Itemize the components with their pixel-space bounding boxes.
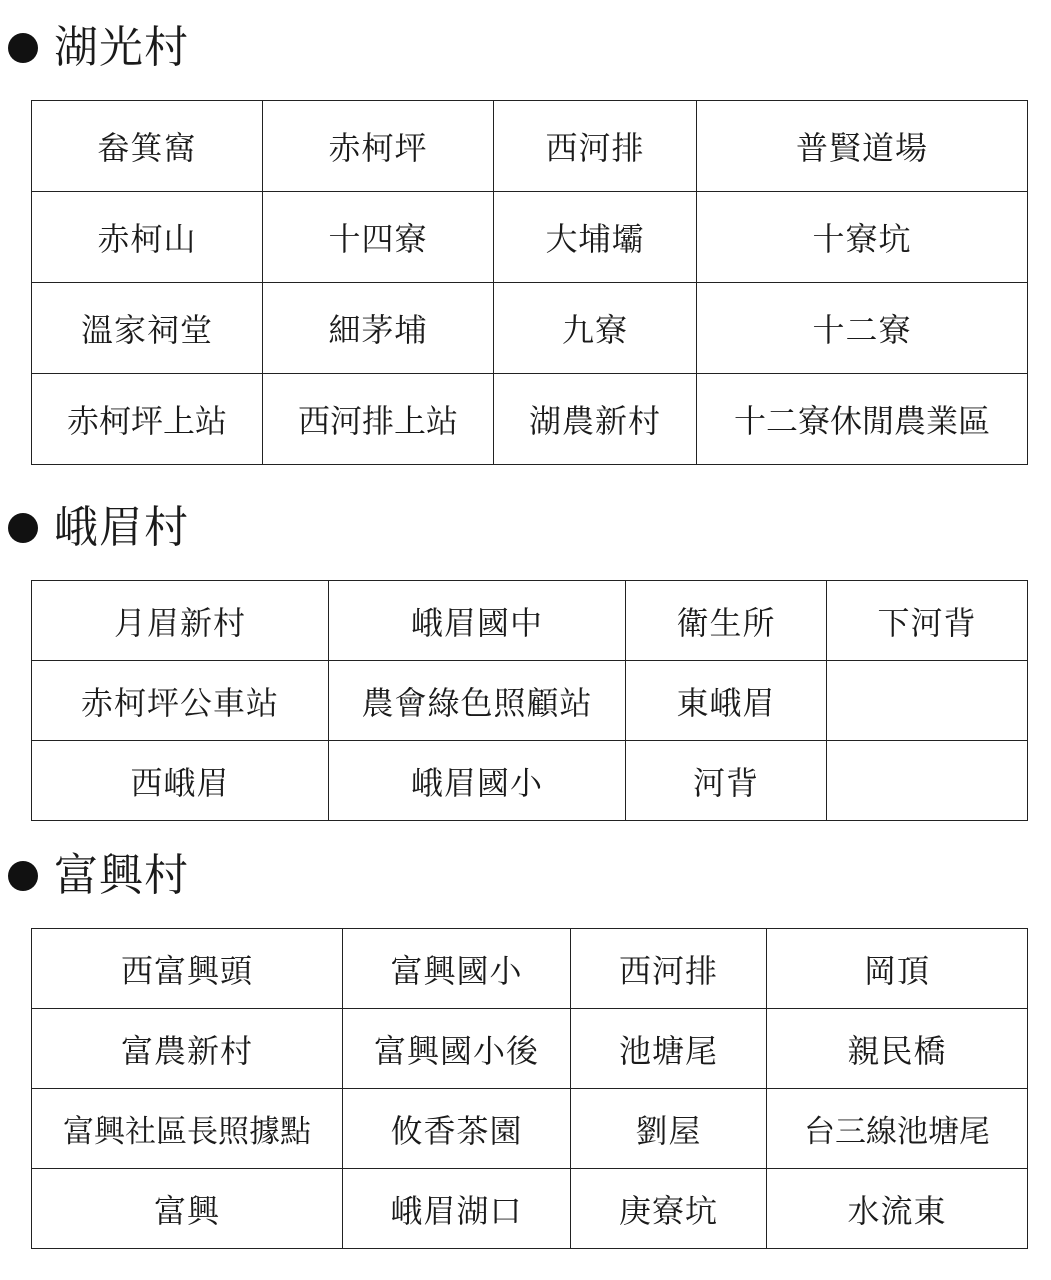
table-cell: 西河排上站 [263, 374, 494, 465]
section-title: 富興村 [54, 850, 189, 901]
table-cell: 峨眉國小 [329, 741, 626, 821]
table-cell: 普賢道場 [697, 101, 1028, 192]
table-row [32, 192, 1028, 283]
stops-table-huguang [31, 100, 1028, 465]
table-row [32, 1009, 1028, 1089]
table-cell: 畚箕窩 [32, 101, 263, 192]
table-cell-empty [827, 741, 1028, 821]
section-heading-fuxing [8, 846, 189, 906]
table-cell: 富興社區長照據點 [32, 1089, 343, 1169]
table-cell: 峨眉國中 [329, 581, 626, 661]
table-row [32, 581, 1028, 661]
table-cell: 細茅埔 [263, 283, 494, 374]
table-cell: 衛生所 [626, 581, 827, 661]
table-row [32, 1089, 1028, 1169]
table-cell: 十二寮休閒農業區 [697, 374, 1028, 465]
table-cell: 西富興頭 [32, 929, 343, 1009]
table-cell: 富興 [32, 1169, 343, 1249]
bullet-icon [8, 33, 38, 63]
table-cell: 峨眉湖口 [343, 1169, 571, 1249]
table-cell: 赤柯坪上站 [32, 374, 263, 465]
table-cell: 劉屋 [571, 1089, 767, 1169]
table-cell: 西河排 [571, 929, 767, 1009]
table-cell-empty [827, 661, 1028, 741]
table-cell: 大埔壩 [494, 192, 697, 283]
table-row [32, 661, 1028, 741]
table-cell: 岡頂 [767, 929, 1028, 1009]
table-row [32, 283, 1028, 374]
table-cell: 十寮坑 [697, 192, 1028, 283]
table-cell: 親民橋 [767, 1009, 1028, 1089]
table-cell: 赤柯山 [32, 192, 263, 283]
table-cell: 農會綠色照顧站 [329, 661, 626, 741]
table-row [32, 741, 1028, 821]
section-title: 峨眉村 [54, 502, 189, 553]
table-cell: 湖農新村 [494, 374, 697, 465]
table-cell: 十四寮 [263, 192, 494, 283]
table-cell: 月眉新村 [32, 581, 329, 661]
table-cell: 西河排 [494, 101, 697, 192]
table-cell: 東峨眉 [626, 661, 827, 741]
bullet-icon [8, 513, 38, 543]
table-cell: 台三線池塘尾 [767, 1089, 1028, 1169]
table-cell: 庚寮坑 [571, 1169, 767, 1249]
table-cell: 河背 [626, 741, 827, 821]
table-cell: 富農新村 [32, 1009, 343, 1089]
table-cell: 赤柯坪 [263, 101, 494, 192]
table-cell: 富興國小 [343, 929, 571, 1009]
table-row [32, 374, 1028, 465]
table-cell: 下河背 [827, 581, 1028, 661]
table-row [32, 929, 1028, 1009]
table-cell: 攸香茶園 [343, 1089, 571, 1169]
table-cell: 池塘尾 [571, 1009, 767, 1089]
table-row [32, 1169, 1028, 1249]
table-row [32, 101, 1028, 192]
bullet-icon [8, 861, 38, 891]
table-cell: 赤柯坪公車站 [32, 661, 329, 741]
section-title: 湖光村 [54, 22, 189, 73]
stops-table-fuxing [31, 928, 1028, 1249]
table-cell: 西峨眉 [32, 741, 329, 821]
table-cell: 十二寮 [697, 283, 1028, 374]
table-cell: 富興國小後 [343, 1009, 571, 1089]
table-cell: 水流東 [767, 1169, 1028, 1249]
table-cell: 九寮 [494, 283, 697, 374]
stops-table-emei [31, 580, 1028, 821]
table-cell: 溫家祠堂 [32, 283, 263, 374]
section-heading-huguang [8, 18, 189, 78]
section-heading-emei [8, 498, 189, 558]
